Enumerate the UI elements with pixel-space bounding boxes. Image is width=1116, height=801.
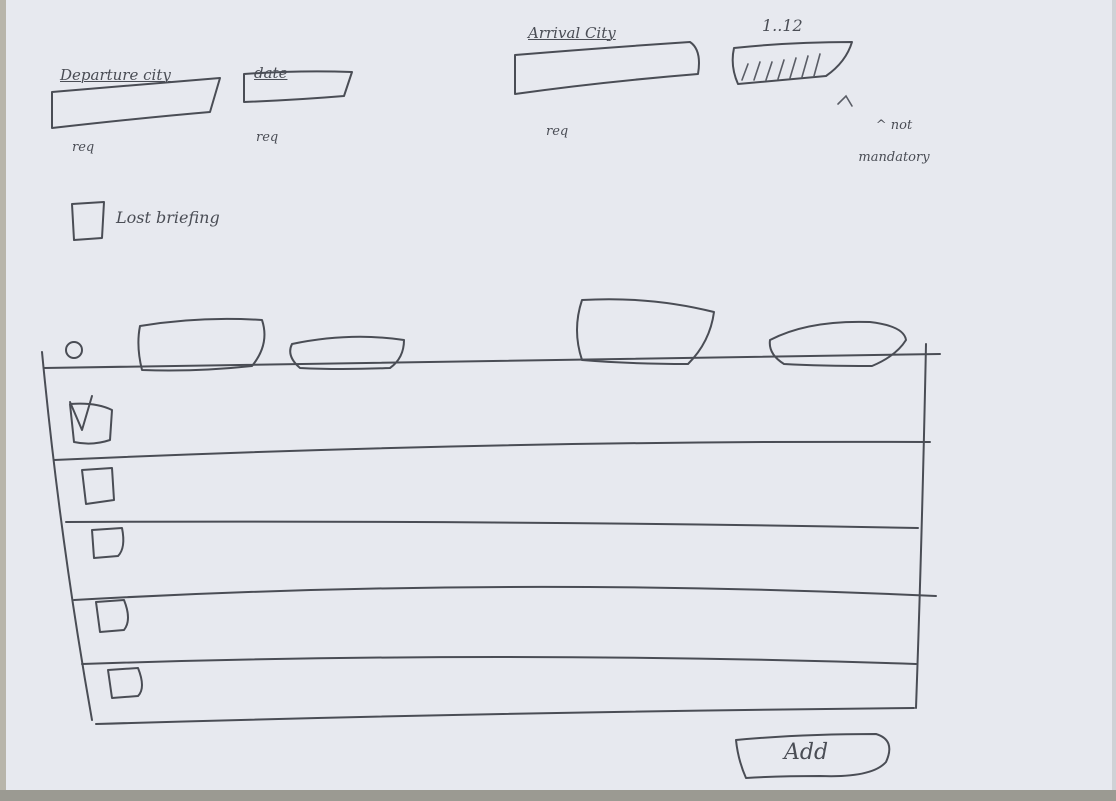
date-label: date <box>254 64 288 82</box>
select-all-marker[interactable] <box>66 342 82 358</box>
lost-briefing-label: Lost briefing <box>116 208 220 227</box>
passengers-range-label: 1..12 <box>762 16 803 35</box>
date-required-note: req <box>256 130 279 145</box>
not-mandatory-annotation: ^ not mandatory <box>858 118 930 165</box>
row-checkbox[interactable] <box>96 600 128 632</box>
departure-city-label: Departure city <box>60 66 171 84</box>
row-divider-4 <box>82 657 916 664</box>
passengers-hatching <box>742 54 820 80</box>
not-mandatory-caret <box>838 96 852 106</box>
row-divider-1 <box>54 442 930 460</box>
filter-field-4[interactable] <box>770 322 906 366</box>
row-checkbox[interactable] <box>92 528 123 558</box>
filter-field-1[interactable] <box>138 319 264 371</box>
add-button-label[interactable]: Add <box>784 740 829 765</box>
row-divider-5 <box>96 708 914 724</box>
filter-field-3[interactable] <box>577 299 714 364</box>
arrival-city-input[interactable] <box>515 42 699 94</box>
row-checkbox[interactable] <box>82 468 114 504</box>
row-checkbox-check <box>70 396 92 430</box>
row-checkbox[interactable] <box>108 668 142 698</box>
departure-city-input[interactable] <box>52 78 220 128</box>
departure-city-required-note: req <box>72 140 95 155</box>
row-divider-3 <box>74 587 936 600</box>
row-checkbox[interactable] <box>70 404 112 444</box>
passengers-input[interactable] <box>733 42 852 84</box>
table-right-edge <box>916 344 926 708</box>
row-divider-2 <box>66 522 918 528</box>
lost-briefing-checkbox[interactable] <box>72 202 104 240</box>
arrival-city-required-note: req <box>546 124 569 139</box>
arrival-city-label: Arrival City <box>528 24 616 42</box>
